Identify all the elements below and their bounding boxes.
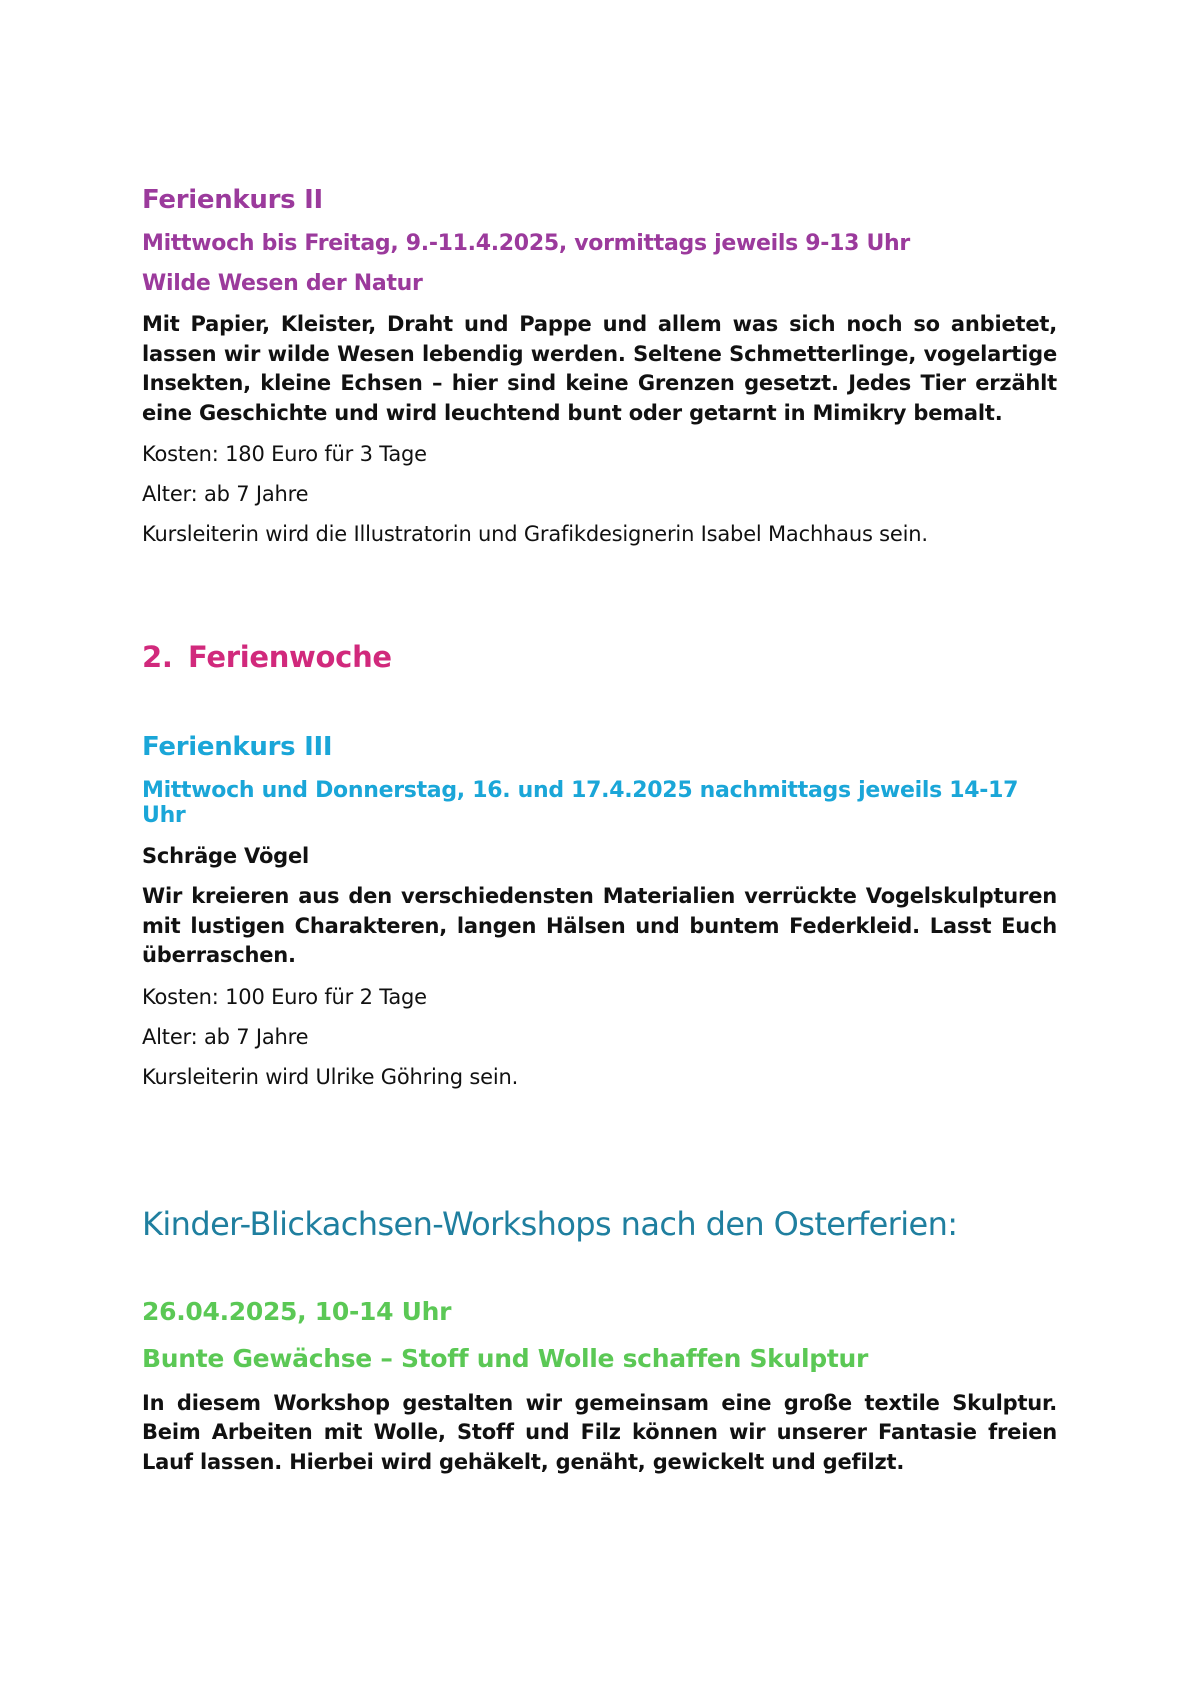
document-page [142,185,1057,1477]
course-3-cost: Kosten: 100 Euro für 2 Tage [142,984,427,1009]
workshop-1-description: In diesem Workshop gestalten wir gemeinsam eine große textile Skulptur. Beim Arbeiten mit Wolle, Stoff und Filz können wir unserer Fantasie freien Lauf lassen. Hierbei wird gehäkelt, genäht, gewickelt und gefilzt. [142,1390,1057,1474]
workshop-1-date: 26.04.2025, 10-14 Uhr [142,1296,452,1326]
course-2-cost: Kosten: 180 Euro für 3 Tage [142,442,427,466]
course-3-title: Ferienkurs III [142,732,333,762]
course-3-date: Mittwoch und Donnerstag, 16. und 17.4.2025 nachmittags jeweils 14-17 Uhr [142,778,1019,828]
week-2-title: Ferienwoche [188,640,392,674]
workshop-1-name: Bunte Gewächse – Stoff und Wolle schaffen Skulptur [142,1343,869,1373]
course-2-description: Mit Papier, Kleister, Draht und Pappe und allem was sich noch so anbietet, lassen wir wilde Wesen lebendig werden. Seltene Schmetterlinge, vogelartige Insekten, kleine Echsen – hier sind keine Grenzen gesetzt. Jedes Tier erzählt eine Geschichte und wird leuchtend bunt oder getarnt in Mimikry bemalt. [142,312,1057,425]
course-2-leader: Kursleiterin wird die Illustratorin und Grafikdesignerin Isabel Machhaus sein. [142,522,928,546]
course-2-title: Ferienkurs II [142,185,323,215]
course-3-leader: Kursleiterin wird Ulrike Göhring sein. [142,1064,519,1089]
course-2-date: Mittwoch bis Freitag, 9.-11.4.2025, vormittags jeweils 9-13 Uhr [142,231,910,256]
course-2-name: Wilde Wesen der Natur [142,271,423,296]
week-2-heading [142,640,1057,674]
course-3-age: Alter: ab 7 Jahre [142,1024,309,1049]
course-3-description: Wir kreieren aus den verschiedensten Materialien verrückte Vogelskulpturen mit lustigen Charakteren, langen Hälsen und buntem Federkleid. Lasst Euch überraschen. [142,884,1057,967]
course-3-name: Schräge Vögel [142,844,310,868]
workshops-heading: Kinder-Blickachsen-Workshops nach den Osterferien: [142,1204,958,1243]
week-2-number: 2. [142,640,173,674]
course-2-age: Alter: ab 7 Jahre [142,482,309,506]
